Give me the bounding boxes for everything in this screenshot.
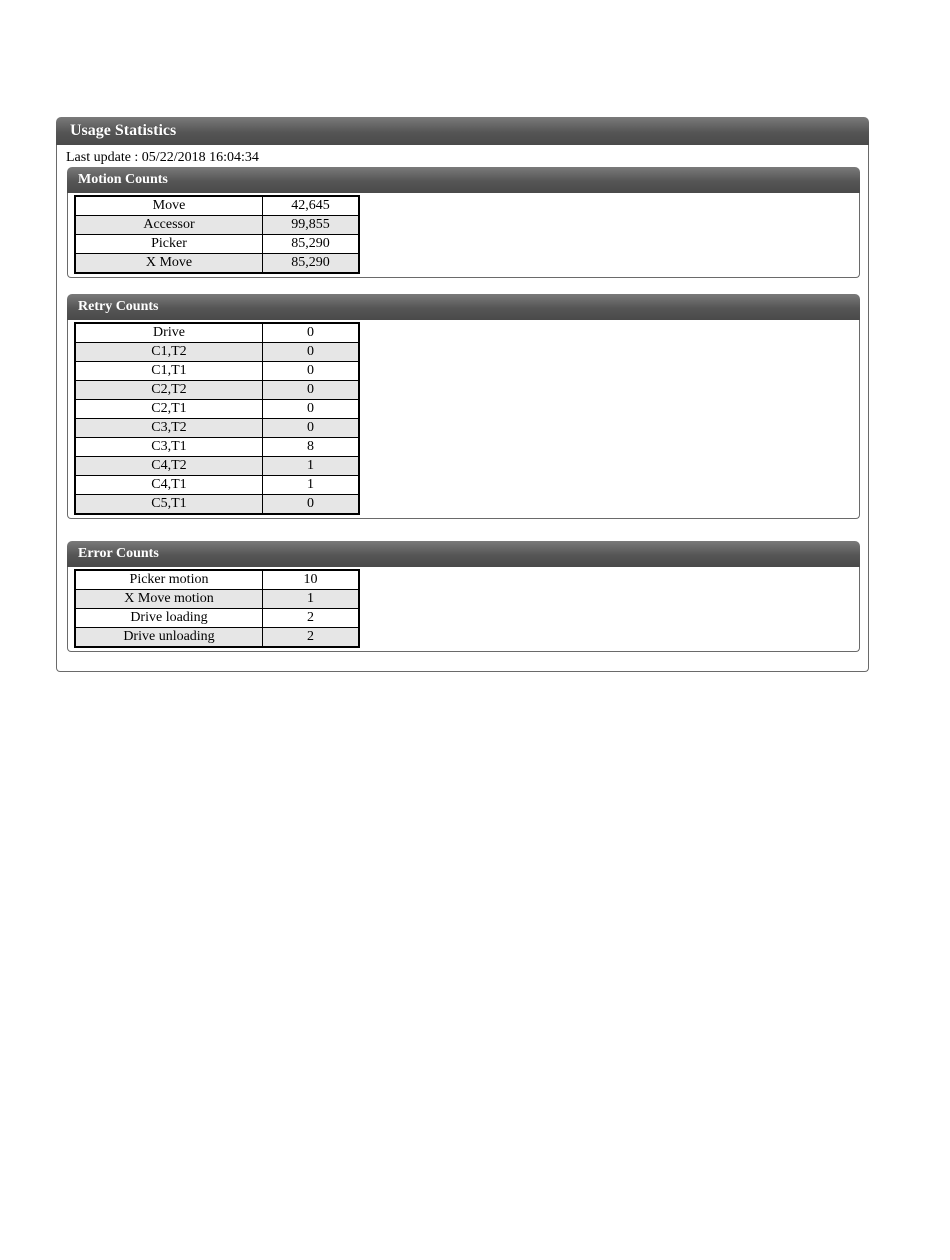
- row-label: Move: [75, 196, 263, 216]
- row-value: 0: [263, 381, 360, 400]
- row-value: 0: [263, 362, 360, 381]
- row-value: 1: [263, 457, 360, 476]
- row-value: 2: [263, 609, 360, 628]
- error-counts-table: [74, 569, 360, 648]
- row-label: C3,T2: [75, 419, 263, 438]
- row-label: C4,T2: [75, 457, 263, 476]
- row-value: 8: [263, 438, 360, 457]
- table-row: [75, 476, 359, 495]
- row-value: 0: [263, 343, 360, 362]
- row-label: C1,T1: [75, 362, 263, 381]
- row-value: 1: [263, 476, 360, 495]
- row-label: Accessor: [75, 216, 263, 235]
- table-row: [75, 438, 359, 457]
- row-value: 0: [263, 495, 360, 515]
- row-label: C4,T1: [75, 476, 263, 495]
- row-label: X Move: [75, 254, 263, 274]
- last-update-text: Last update : 05/22/2018 16:04:34: [66, 150, 259, 165]
- motion-counts-title: Motion Counts: [67, 167, 860, 193]
- row-label: Drive: [75, 323, 263, 343]
- retry-counts-table: [74, 322, 360, 515]
- table-row: [75, 570, 359, 590]
- table-row: [75, 235, 359, 254]
- table-row: [75, 323, 359, 343]
- table-row: [75, 196, 359, 216]
- table-row: [75, 362, 359, 381]
- motion-counts-section: [67, 167, 860, 278]
- error-counts-section: [67, 541, 860, 652]
- error-counts-title: Error Counts: [67, 541, 860, 567]
- table-row: [75, 609, 359, 628]
- table-row: [75, 457, 359, 476]
- row-label: C2,T2: [75, 381, 263, 400]
- row-value: 0: [263, 400, 360, 419]
- row-label: C1,T2: [75, 343, 263, 362]
- table-row: [75, 628, 359, 648]
- retry-counts-body: [67, 320, 860, 519]
- row-label: C3,T1: [75, 438, 263, 457]
- row-label: X Move motion: [75, 590, 263, 609]
- usage-statistics-panel: [56, 117, 869, 672]
- row-value: 42,645: [263, 196, 360, 216]
- row-value: 0: [263, 419, 360, 438]
- row-label: C5,T1: [75, 495, 263, 515]
- error-counts-body: [67, 567, 860, 652]
- row-label: C2,T1: [75, 400, 263, 419]
- table-row: [75, 254, 359, 274]
- table-row: [75, 495, 359, 515]
- row-label: Picker: [75, 235, 263, 254]
- panel-body: [56, 145, 869, 672]
- row-value: 10: [263, 570, 360, 590]
- table-row: [75, 381, 359, 400]
- retry-counts-section: [67, 294, 860, 519]
- table-row: [75, 400, 359, 419]
- row-label: Drive loading: [75, 609, 263, 628]
- table-row: [75, 419, 359, 438]
- row-value: 1: [263, 590, 360, 609]
- row-label: Drive unloading: [75, 628, 263, 648]
- panel-title: Usage Statistics: [56, 117, 869, 145]
- table-row: [75, 216, 359, 235]
- table-row: [75, 343, 359, 362]
- row-value: 0: [263, 323, 360, 343]
- row-value: 85,290: [263, 235, 360, 254]
- motion-counts-body: [67, 193, 860, 278]
- row-value: 2: [263, 628, 360, 648]
- motion-counts-table: [74, 195, 360, 274]
- retry-counts-title: Retry Counts: [67, 294, 860, 320]
- table-row: [75, 590, 359, 609]
- row-label: Picker motion: [75, 570, 263, 590]
- row-value: 99,855: [263, 216, 360, 235]
- row-value: 85,290: [263, 254, 360, 274]
